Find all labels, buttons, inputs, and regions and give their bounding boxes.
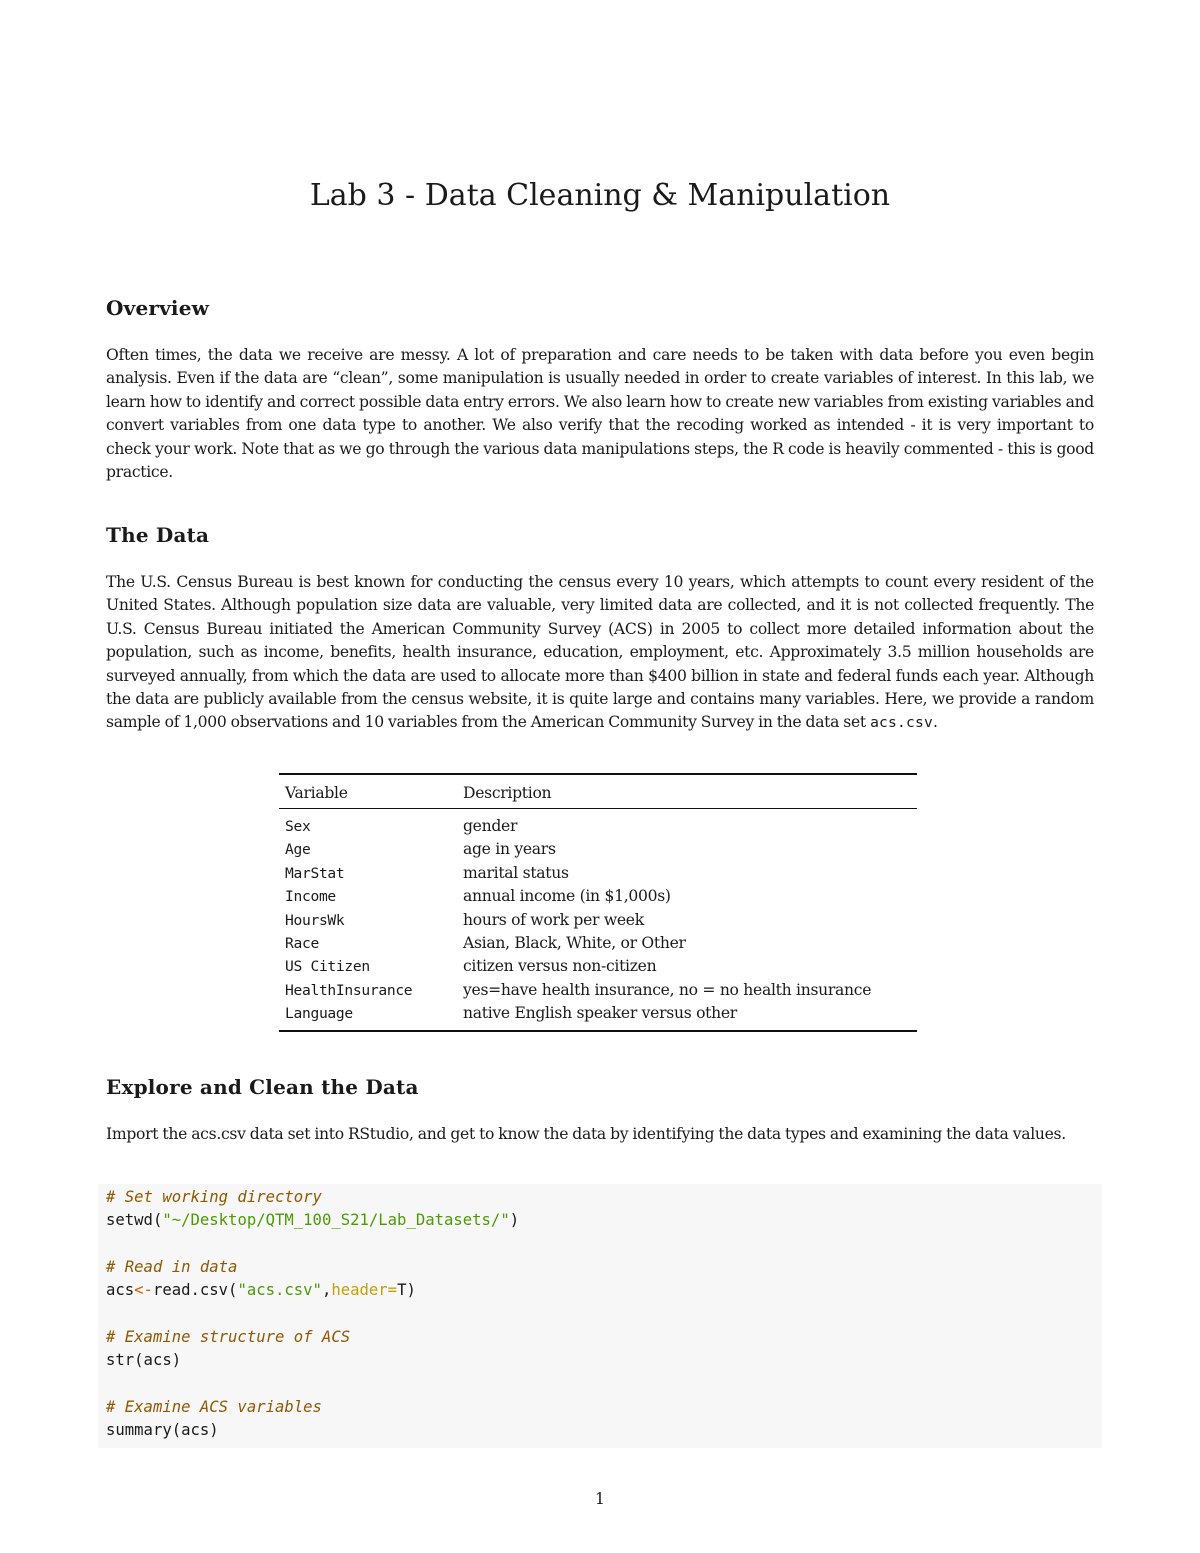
heading-explore-clean: Explore and Clean the Data	[106, 1075, 419, 1099]
variable-name: Age	[285, 841, 311, 859]
table-row	[279, 885, 917, 908]
dataset-filename: acs.csv	[870, 714, 933, 732]
table-row	[279, 932, 917, 955]
page-number: 1	[595, 1490, 605, 1508]
variable-name: HoursWk	[285, 911, 345, 929]
table-header-row	[279, 774, 917, 809]
variable-name: HealthInsurance	[285, 981, 413, 999]
code-token: acs	[106, 1281, 135, 1299]
code-string: "~/Desktop/QTM_100_S21/Lab_Datasets/"	[162, 1211, 510, 1229]
variable-description: marital status	[463, 863, 569, 882]
variable-name: Language	[285, 1005, 353, 1023]
table-row	[279, 909, 917, 932]
variable-name: Sex	[285, 818, 311, 835]
code-token: T)	[397, 1281, 416, 1299]
code-token: ,	[321, 1281, 332, 1299]
data-paragraph	[106, 571, 1094, 735]
overview-paragraph: Often times, the data we receive are messy. A lot of preparation and care needs to be taken with data before you even begin analysis. Even if the data are “clean”, some manipulation is usually needed in order to create variables of interest. In this lab, we learn how to identify and correct possible data entry errors. We also learn how to create new variables from existing variables and convert variables from one data type to another. We also verify that the recoding worked as intended - it is very important to check your work. Note that as we go through the various data manipulations steps, the R code is heavily commented - this is good practice.	[106, 346, 1094, 482]
data-paragraph-end: .	[932, 713, 938, 732]
table-row	[279, 809, 917, 839]
variable-description: yes=have health insurance, no = no health insurance	[463, 980, 872, 999]
column-header-variable: Variable	[279, 774, 457, 809]
variable-description: citizen versus non-citizen	[463, 957, 657, 976]
table-row	[279, 838, 917, 861]
code-comment	[106, 1256, 237, 1278]
variable-name: US Citizen	[285, 958, 370, 976]
code-token: setwd(	[106, 1211, 163, 1229]
variable-description: Asian, Black, White, or Other	[463, 934, 686, 953]
variables-table	[279, 773, 917, 1032]
table-row	[279, 955, 917, 978]
document-title: Lab 3 - Data Cleaning & Manipulation	[309, 178, 891, 213]
code-operator: <-	[134, 1281, 153, 1299]
comment-text: # Examine ACS variables	[106, 1398, 322, 1416]
comment-text: # Examine structure of ACS	[106, 1328, 351, 1346]
variable-description: native English speaker versus other	[463, 1004, 737, 1023]
data-paragraph-text: The U.S. Census Bureau is best known for conducting the census every 10 years, which attempts to count every resident of the United States. Although population size data are valuable, very limited data are collected, and it is not collected frequently. The U.S. Census Bureau initiated the American Community Survey (ACS) in 2005 to collect more detailed information about the population, such as income, benefits, health insurance, education, employment, etc. Approximately 3.5 million households are surveyed annually, from which the data are used to allocate more than $400 billion in state and federal funds each year. Although the data are publicly available from the census website, it is quite large and contains many variables. Here, we provide a random sample of 1,000 observations and 10 variables from the American Community Survey in the data set	[106, 573, 1094, 732]
code-comment	[106, 1186, 322, 1208]
table-row	[279, 1002, 917, 1030]
variable-description: annual income (in $1,000s)	[463, 887, 671, 906]
variable-description: gender	[463, 817, 518, 835]
variable-name: Income	[285, 888, 336, 906]
code-string: "acs.csv"	[237, 1281, 322, 1299]
variable-description: age in years	[463, 840, 556, 859]
code-token: read.csv(	[152, 1281, 238, 1299]
table-row	[279, 979, 917, 1002]
code-line-read	[106, 1279, 416, 1301]
code-argument: header=	[331, 1281, 398, 1299]
explore-paragraph: Import the acs.csv data set into RStudio, and get to know the data by identifying the data types and examining the data values.	[106, 1125, 1066, 1143]
table-row	[279, 862, 917, 885]
comment-text: # Set working directory	[106, 1188, 322, 1206]
code-line-str: str(acs)	[106, 1351, 182, 1369]
code-line-summary: summary(acs)	[106, 1421, 219, 1439]
heading-the-data: The Data	[106, 523, 210, 547]
heading-overview: Overview	[106, 296, 210, 320]
variable-name: MarStat	[285, 864, 345, 882]
variable-description: hours of work per week	[463, 910, 644, 929]
code-block	[98, 1184, 1102, 1448]
code-line-setwd	[106, 1209, 519, 1231]
code-comment	[106, 1396, 322, 1418]
variable-name: Race	[285, 935, 319, 953]
comment-text: # Read in data	[106, 1258, 238, 1276]
code-token: )	[509, 1211, 520, 1229]
code-comment	[106, 1326, 350, 1348]
column-header-description: Description	[457, 774, 917, 809]
